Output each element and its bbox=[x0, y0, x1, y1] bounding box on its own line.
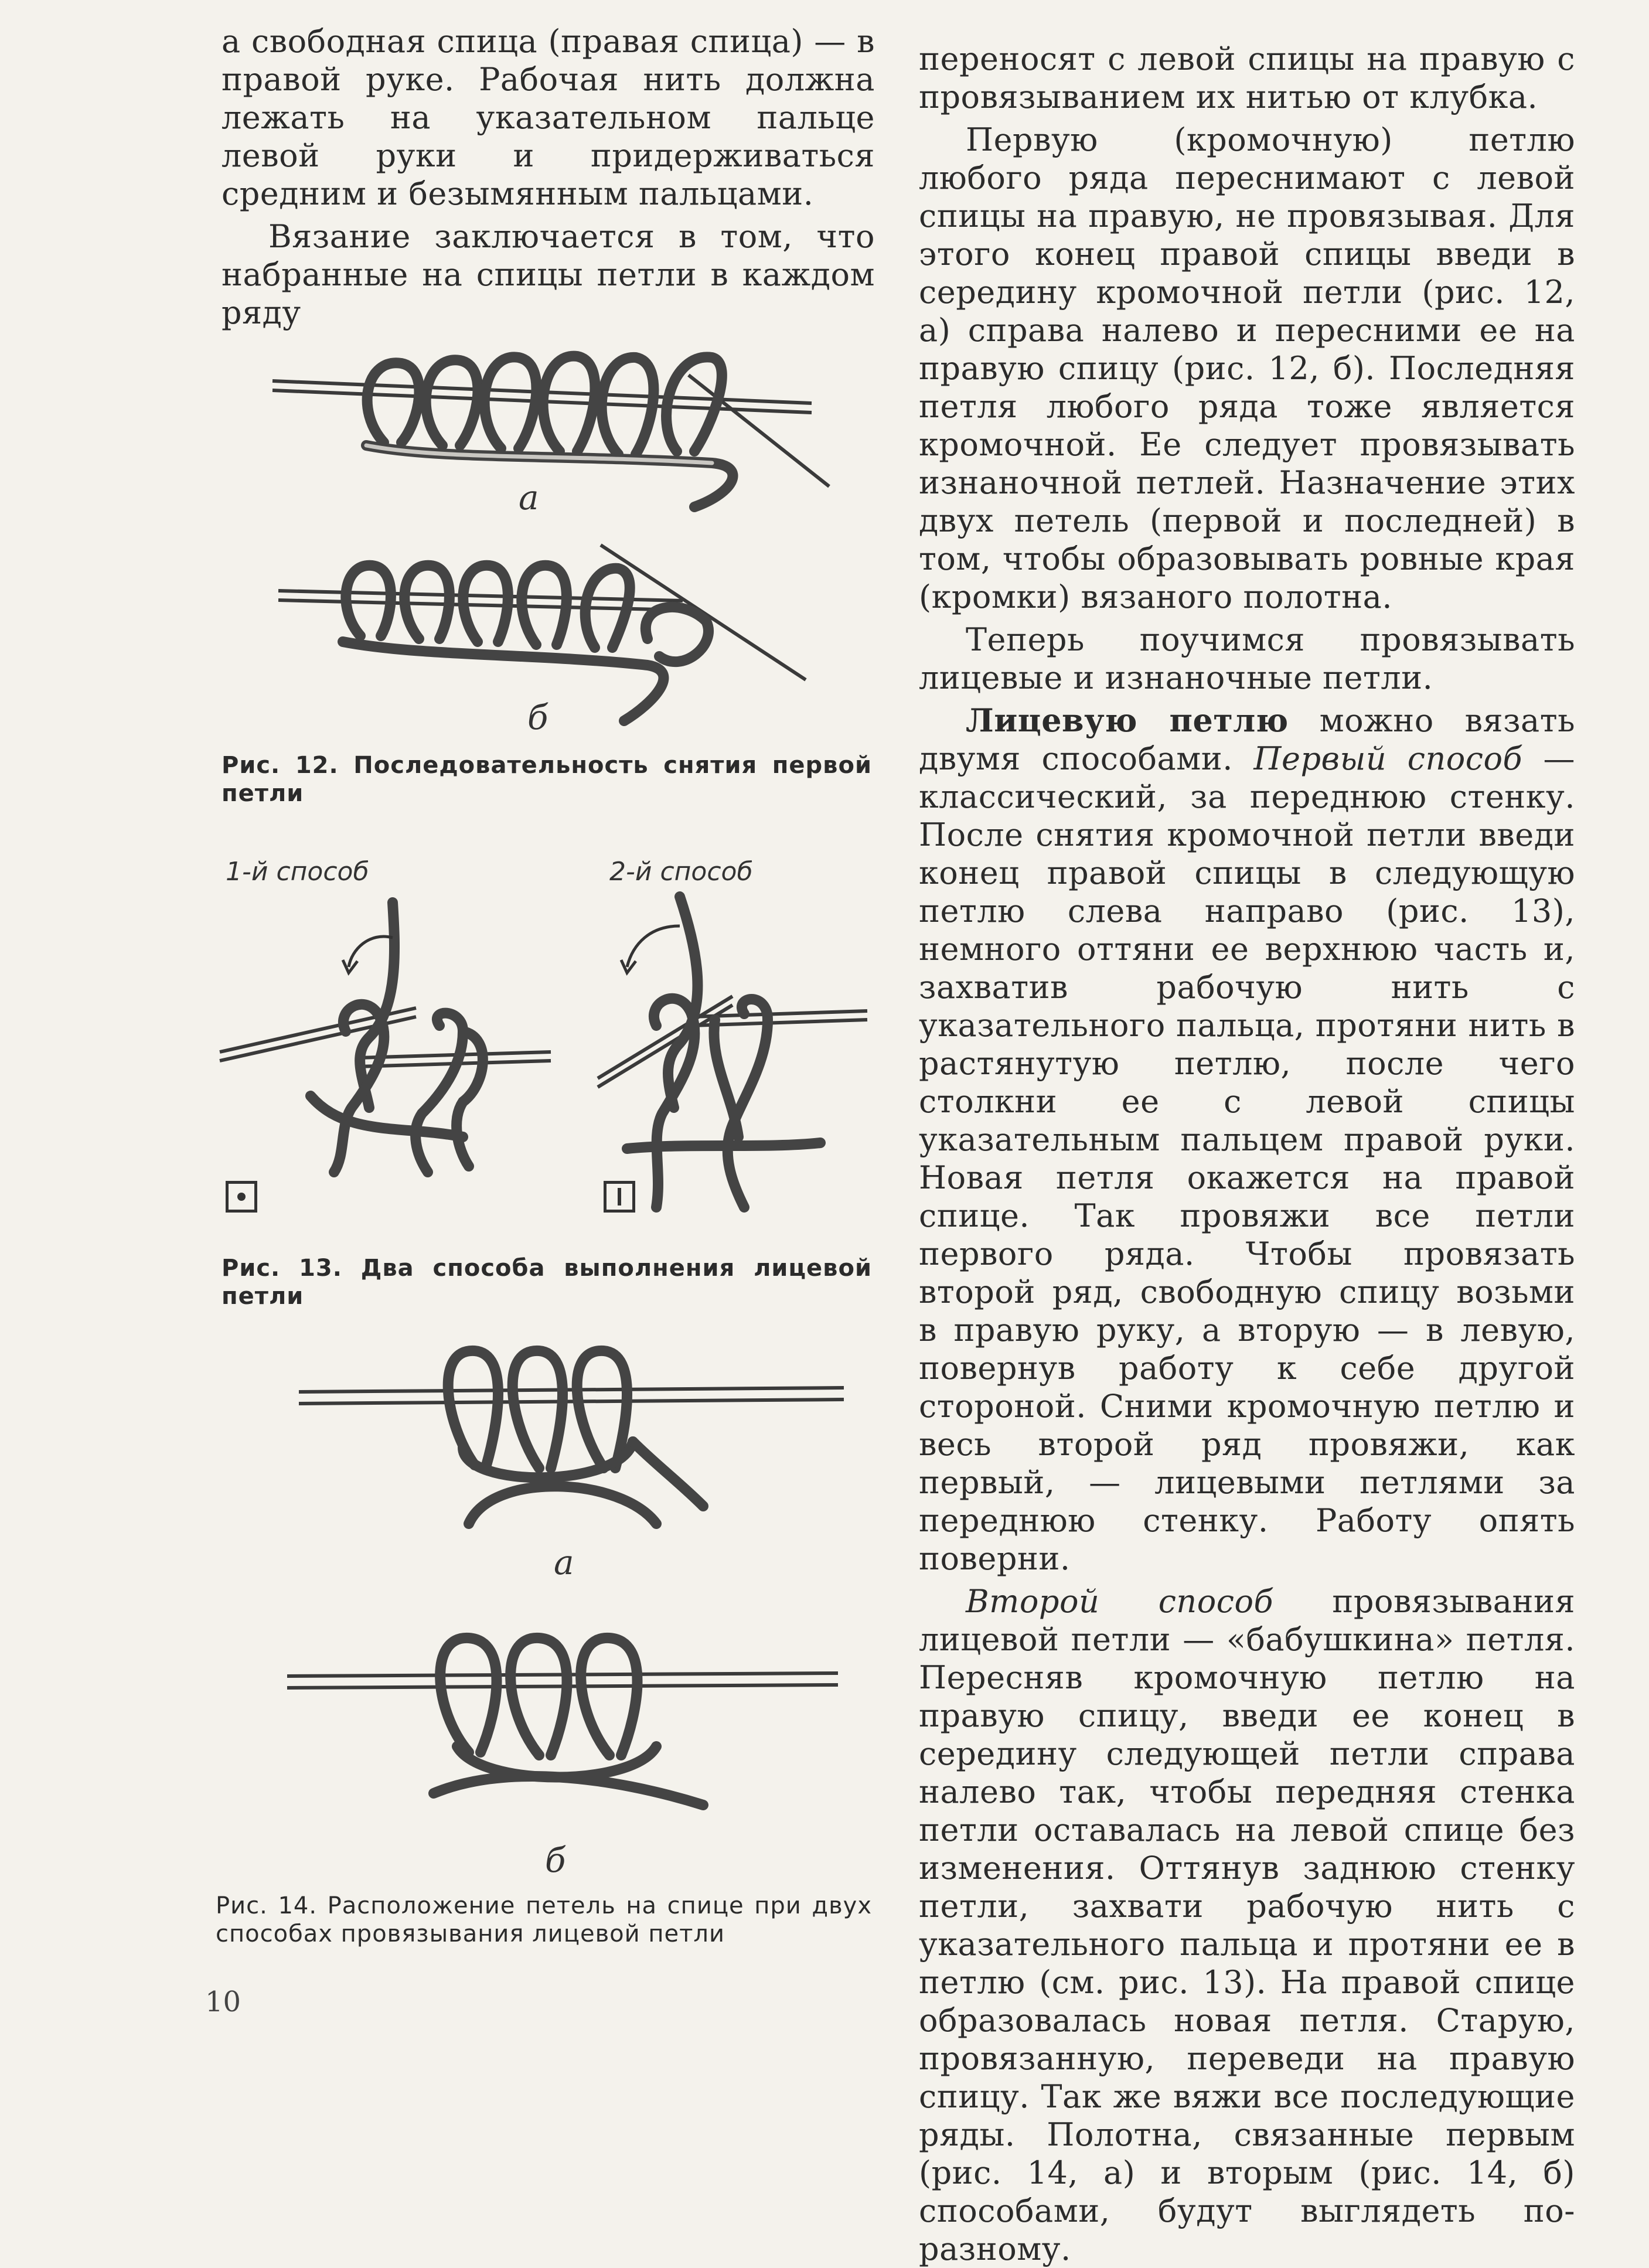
figure-14a-illustration bbox=[293, 1330, 867, 1553]
page-number: 10 bbox=[205, 1986, 241, 2018]
method-2-symbol-icon bbox=[604, 1181, 635, 1213]
left-paragraph-2: Вязание заключается в том, что набранные на спицы петли в каждом ряду bbox=[222, 218, 875, 331]
figure-13-method-2-label: 2-й способ bbox=[609, 857, 753, 887]
right-paragraph-4-text-b: — классический, за переднюю стенку. После снятия кромочной петли введи конец правой спицы в следующую петлю слева направо (рис. 13), немного оттяни ее верхнюю часть и, захватив рабочую нить с указательного пальца, протяни нить в растянутую петлю, после чего столкни ее с левой спицы указательным пальцем правой руки. Новая петля окажется на правой спице. Так провяжи все петли первого ряда. Чтобы провязать второй ряд, свободную спицу возьми в правую руку, а вторую — в левую, повернув работу к себе другой стороной. Сними кромочную петлю и весь второй ряд провяжи, как первый, — лицевыми петлями за переднюю стенку. Работу опять поверни. bbox=[919, 740, 1576, 1577]
right-paragraph-4-text-a: можно вязать двумя способами. bbox=[919, 702, 1575, 777]
left-column bbox=[222, 0, 875, 332]
left-paragraph-1: а свободная спица (правая спица) — в правой руке. Рабочая нить должна лежать на указательном пальце левой руки и придерживаться средним и безымянным пальцами. bbox=[222, 23, 875, 212]
figure-12b-illustration bbox=[272, 539, 847, 727]
figure-13-caption: Рис. 13. Два способа выполнения лицевой петли bbox=[222, 1255, 872, 1310]
figure-12a-label: а bbox=[519, 478, 539, 517]
figure-14a-label: а bbox=[554, 1542, 574, 1582]
figure-13-method-2-illustration bbox=[592, 891, 873, 1225]
right-column bbox=[919, 0, 1575, 2268]
figure-14-caption: Рис. 14. Расположение петель на спице при двух способах провязывания лицевой петли bbox=[216, 1892, 872, 1947]
figure-13-method-1-label: 1-й способ bbox=[226, 857, 369, 887]
figure-13-method-1-illustration bbox=[217, 891, 557, 1184]
figure-12b-label: б bbox=[527, 697, 548, 737]
figure-12-caption: Рис. 12. Последовательность снятия первой петли bbox=[222, 752, 872, 807]
figure-12a-illustration bbox=[267, 340, 841, 516]
knit-stitch-term: Лицевую петлю bbox=[966, 701, 1289, 739]
method-1-symbol-icon bbox=[226, 1181, 257, 1213]
second-method-term: Второй способ bbox=[966, 1583, 1273, 1620]
right-paragraph-2: Первую (кромочную) петлю любого ряда переснимают с левой спицы на правую, не провязывая. Для этого конец правой спицы введи в середину кромочной петли (рис. 12, а) справа налево и пересними ее на правую спицу (рис. 12, б). Последняя петля любого ряда тоже является кромочной. Ее следует провязывать изнаночной петлей. Назначение этих двух петель (первой и последней) в том, чтобы образовывать ровные края (кромки) вязаного полотна. bbox=[919, 121, 1575, 615]
figure-14b-label: б bbox=[545, 1840, 566, 1880]
first-method-term: Первый способ bbox=[1253, 740, 1522, 777]
right-paragraph-4 bbox=[919, 701, 1575, 1578]
right-paragraph-5 bbox=[919, 1582, 1575, 2268]
right-paragraph-3: Теперь поучимся провязывать лицевые и изнаночные петли. bbox=[919, 621, 1575, 696]
figure-14b-illustration bbox=[281, 1617, 856, 1828]
right-paragraph-1: переносят с левой спицы на правую с провязыванием их нитью от клубка. bbox=[919, 40, 1575, 115]
right-paragraph-5-text: провязывания лицевой петли — «бабушкина» петля. Пересняв кромочную петлю на правую спицу, введи ее конец в середину следующей петли справа налево так, чтобы передняя стенка петли оставалась на левой спице без изменения. Оттянув заднюю стенку петли, захвати рабочую нить с указательного пальца и протяни ее в петлю (см. рис. 13). На правой спице образовалась новая петля. Старую, провязанную, переведи на правую спицу. Так же вяжи все последующие ряды. Полотна, связанные первым (рис. 14, а) и вторым (рис. 14, б) способами, будут выглядеть по-разному. bbox=[919, 1583, 1576, 2267]
